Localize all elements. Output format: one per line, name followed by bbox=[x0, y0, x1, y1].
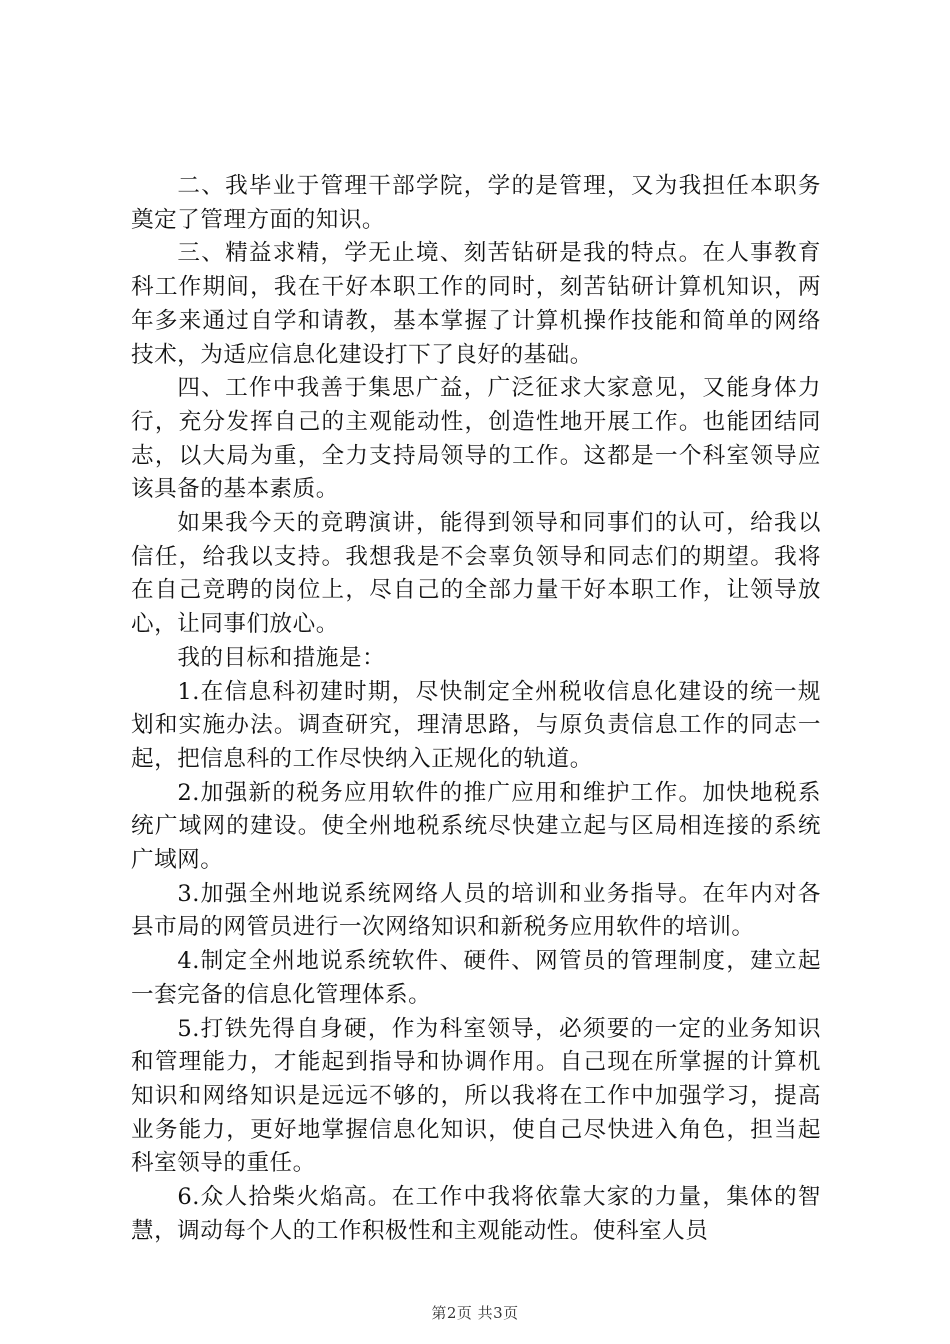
document-body bbox=[131, 170, 821, 1249]
paragraph-goal-4: 4.制定全州地说系统软件、硬件、网管员的管理制度，建立起一套完备的信息化管理体系。 bbox=[131, 948, 821, 1008]
page-number-footer: 第2页 共3页 bbox=[431, 1304, 519, 1322]
paragraph-goal-2: 2.加强新的税务应用软件的推广应用和维护工作。加快地税系统广域网的建设。使全州地税系统尽快建立起与区局相连接的系统广域网。 bbox=[131, 779, 821, 874]
paragraph-goals-heading: 我的目标和措施是： bbox=[177, 644, 386, 671]
paragraph-point-four: 四、工作中我善于集思广益，广泛征求大家意见，又能身体力行，充分发挥自己的主观能动性，创造性地开展工作。也能团结同志，以大局为重，全力支持局领导的工作。这都是一个科室领导应该具备的基本素质。 bbox=[131, 375, 821, 503]
paragraph-goal-6: 6.众人拾柴火焰高。在工作中我将依靠大家的力量，集体的智慧，调动每个人的工作积极性和主观能动性。使科室人员 bbox=[131, 1184, 821, 1244]
paragraph-goal-5: 5.打铁先得自身硬，作为科室领导，必须要的一定的业务知识和管理能力，才能起到指导和协调作用。自己现在所掌握的计算机知识和网络知识是远远不够的，所以我将在工作中加强学习，提高业务能力，更好地掌握信息化知识，使自己尽快进入角色，担当起科室领导的重任。 bbox=[131, 1015, 821, 1177]
paragraph-goal-1: 1.在信息科初建时期，尽快制定全州税收信息化建设的统一规划和实施办法。调查研究，理清思路，与原负责信息工作的同志一起，把信息科的工作尽快纳入正规化的轨道。 bbox=[131, 678, 821, 772]
paragraph-point-two: 二、我毕业于管理干部学院，学的是管理，又为我担任本职务奠定了管理方面的知识。 bbox=[131, 173, 821, 233]
paragraph-point-three: 三、精益求精，学无止境、刻苦钻研是我的特点。在人事教育科工作期间，我在干好本职工作的同时，刻苦钻研计算机知识，两年多来通过自学和请教，基本掌握了计算机操作技能和简单的网络技术，为适应信息化建设打下了良好的基础。 bbox=[131, 240, 821, 368]
paragraph-closing-statement: 如果我今天的竞聘演讲，能得到领导和同事们的认可，给我以信任，给我以支持。我想我是不会辜负领导和同志们的期望。我将在自己竞聘的岗位上，尽自己的全部力量干好本职工作，让领导放心，让同事们放心。 bbox=[131, 510, 821, 638]
paragraph-goal-3: 3.加强全州地说系统网络人员的培训和业务指导。在年内对各县市局的网管员进行一次网络知识和新税务应用软件的培训。 bbox=[131, 880, 821, 941]
